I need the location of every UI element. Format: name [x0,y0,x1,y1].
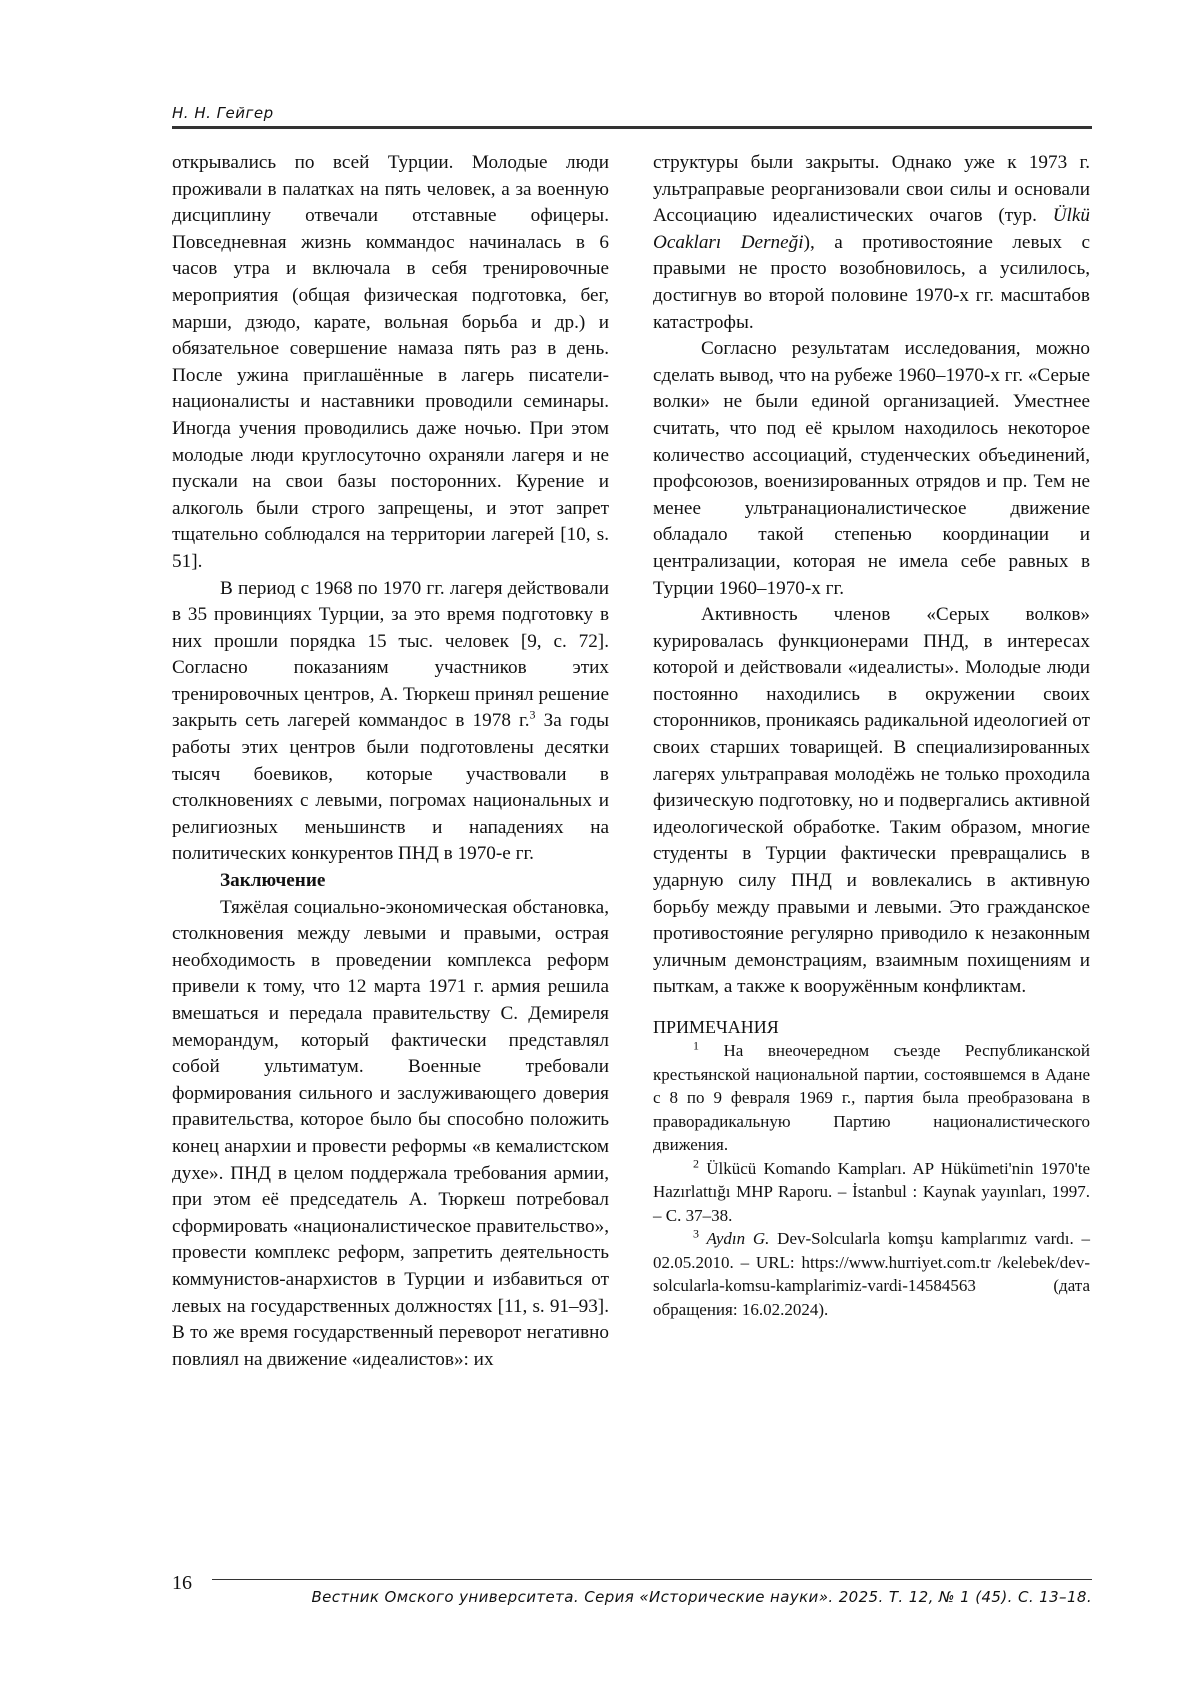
right-paragraph-3: Активность членов «Серых волков» курировалась функционерами ПНД, в интересах которой и действовали «идеалисты». Молодые люди постоянно находились в окружении своих сторонников, проникаясь радикальной идеологией от своих старших товарищей. В специализированных лагерях ультраправая молодёжь не только проходила физическую подготовку, но и подвергались активной идеологической обработке. Таким образом, многие студенты в Турции фактически превращались в ударную силу ПНД и вовлекались в активную борьбу между правыми и левыми. Это гражданское противостояние регулярно приводило к незаконным уличным демонстрациям, взаимным похищениям и пыткам, а также к вооружённым конфликтам. [653,604,1090,998]
footer-rule [212,1579,1092,1580]
page-number: 16 [172,1572,192,1594]
note-2 [653,1157,1090,1228]
right-paragraph-1 [653,150,1090,336]
note-3-text[interactable]: Dev-Solcularla komşu kamplarımız vardı. – 02.05.2010. – URL: https://www.hurriyet.com.tr /kelebek/dev-solcularla-komsu-kamplarimiz-vardi-14584563 (дата обращения: 16.02.2024). [653,1229,1091,1319]
left-paragraph-3: Тяжёлая социально-экономическая обстановка, столкновения между левыми и правыми, острая необходимость в проведении комплекса реформ привели к тому, что 12 марта 1971 г. армия решила вмешаться и передала правительству С. Демиреля меморандум, который фактически представлял собой ультиматум. Военные требовали формирования сильного и заслуживающего доверия правительства, которое было бы способно положить конец анархии и провести реформы «в кемалистском духе». ПНД в целом поддержала требования армии, при этом её председатель А. Тюркеш потребовал сформировать «националистическое правительство», провести комплекс реформ, запретить деятельность коммунистов-анархистов в Турции и избавиться от левых на государственных должностях [11, s. 91–93]. В то же время государственный переворот негативно повлиял на движение «идеалистов»: их [172,896,609,1370]
left-paragraph-2-end: За годы работы этих центров были подготовлены десятки тысяч боевиков, которые участвовали в столкновениях с левыми, погромах национальных и религиозных меньшинств и нападениях на политических конкурентов ПНД в 1970-е гг. [172,710,609,865]
right-column [653,150,1090,1321]
right-paragraph-1-end: ), а противостояние левых с правыми не просто возобновилось, а усилилось, достигнув во второй половине 1970-х гг. масштабов катастрофы. [653,231,1090,333]
note-1-mark: 1 [693,1038,699,1053]
note-2-mark: 2 [693,1155,699,1170]
left-column [172,150,609,1373]
section-heading-conclusion: Заключение [220,870,326,892]
note-3-author: Aydın G. [699,1229,770,1248]
note-3-mark: 3 [693,1226,699,1241]
note-1 [653,1039,1090,1157]
left-paragraph-2 [172,576,609,869]
footnote-ref-3[interactable]: 3 [529,708,536,723]
header-rule [172,126,1092,129]
left-paragraph-1: открывались по всей Турции. Молодые люди проживали в палатках на пять человек, а за военную дисциплину отвечали отставные офицеры. Повседневная жизнь коммандос начиналась в 6 часов утра и включала в себя тренировочные мероприятия (общая физическая подготовка, бег, марши, дзюдо, карате, вольная борьба и др.) и обязательное совершение намаза пять раз в день. После ужина приглашённые в лагерь писатели-националисты и наставники проводили семинары. Иногда учения проводились даже ночью. При этом молодые люди круглосуточно охраняли лагеря и не пускали на свои базы посторонних. Курение и алкоголь были строго запрещены, и этот запрет тщательно соблюдался на территории лагерей [10, s. 51]. [172,152,609,572]
right-paragraph-2: Согласно результатам исследования, можно сделать вывод, что на рубеже 1960–1970-х гг. «Серые волки» не были единой организацией. Уместнее считать, что под её крылом находилось некоторое количество ассоциаций, студенческих объединений, профсоюзов, военизированных отрядов и пр. Тем не менее ультранационалистическое движение обладало такой степенью координации и централизации, которая не имела себе равных в Турции 1960–1970-х гг. [653,338,1090,599]
note-1-text: На внеочередном съезде Республиканской крестьянской национальной партии, состоявшемся в Адане с 8 по 9 февраля 1969 г., партия была преобразована в праворадикальную Партию националистического движения. [653,1041,1090,1154]
note-3 [653,1227,1090,1321]
running-head: Н. Н. Гейгер [172,104,274,122]
left-paragraph-2-start: В период с 1968 по 1970 гг. лагеря действовали в 35 провинциях Турции, за это время подготовку в них прошли порядка 15 тыс. человек [9, с. 72]. Согласно показаниям участников этих тренировочных центров, А. Тюркеш принял решение закрыть сеть лагерей коммандос в 1978 г. [172,577,609,732]
note-2-text: Ülkücü Komando Kampları. AP Hükümeti'nin 1970'te Hazırlattığı MHP Raporu. – İstanbul : Kaynak yayınları, 1997. – С. 37–38. [653,1158,1090,1225]
turkish-organization-name: Ülkü Ocakları Derneği [653,205,1090,253]
right-paragraph-1-start: структуры были закрыты. Однако уже к 1973 г. ультраправые реорганизовали свои силы и основали Ассоциацию идеалистических очагов (тур. [653,152,1090,227]
footer-journal-citation: Вестник Омского университета. Серия «Исторические науки». 2025. Т. 12, № 1 (45). С. 13–18. [311,1588,1092,1606]
notes-title: ПРИМЕЧАНИЯ [653,1017,779,1037]
